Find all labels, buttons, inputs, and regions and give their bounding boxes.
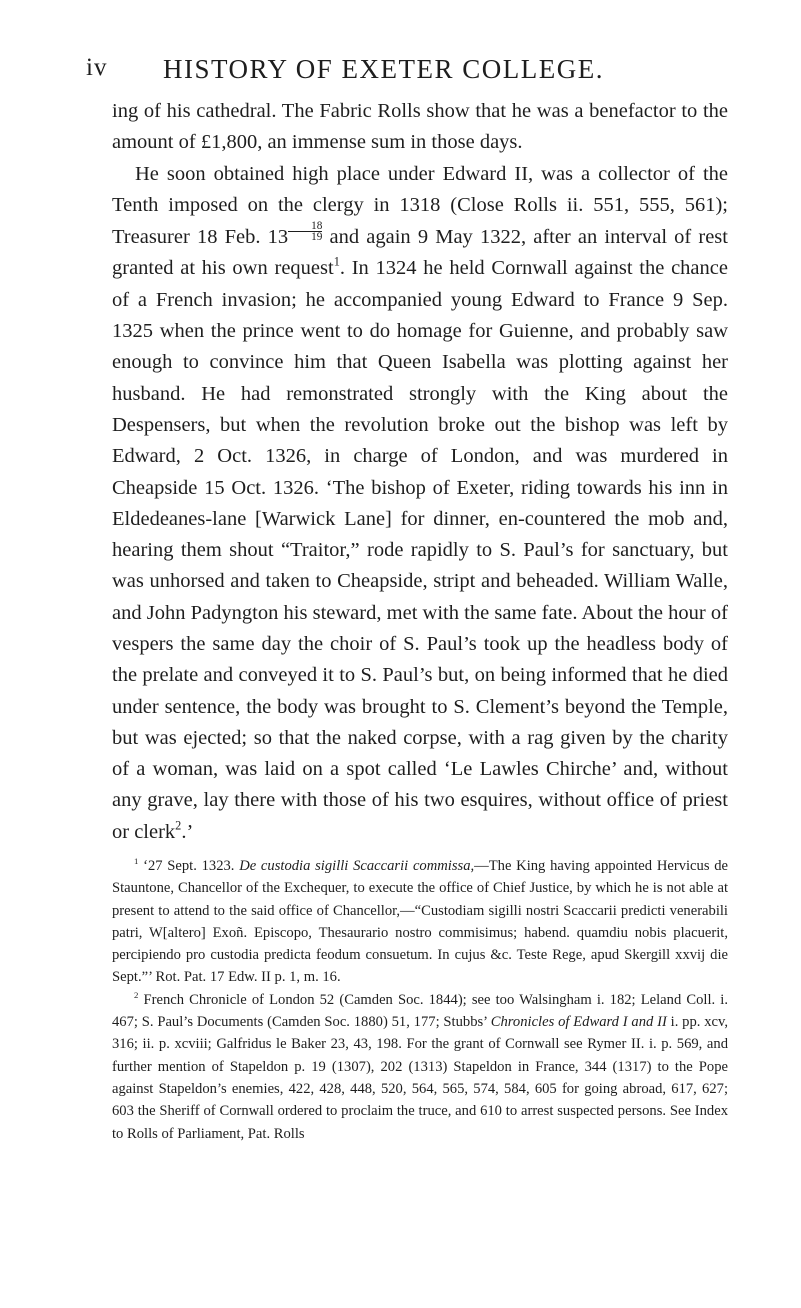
footnote-2-mark: 2: [134, 989, 139, 1000]
footnote-2-text-b: i. pp. xcv, 316; ii. p. xcviii; Galfridus le Baker 23, 43, 198. For the grant of Cornwall see Rymer II. i. p. 569, and further mention of Stapeldon p. 19 (1307), 202 (1313) Stapeldon in France, 344 (1317) to the Pope against Stapeldon’s enemies, 422, 428, 448, 520, 564, 565, 574, 584, 605 for going abroad, 617, 627; 603 the Sheriff of Cornwall ordered to proclaim the truce, and 610 to arrest suspected persons. See Index to Rolls of Parliament, Pat. Rolls: [112, 1014, 728, 1142]
footnote-1-italic: De custodia sigilli Scaccarii commissa,: [239, 858, 475, 874]
paragraph-2-text-b: and again 9 May 1322, after an interval of rest granted at his own request: [112, 226, 728, 280]
date-fraction: [288, 221, 322, 242]
running-title: HISTORY OF EXETER COLLEGE.: [163, 54, 604, 84]
footnote-2-text-a: French Chronicle of London 52 (Camden Soc. 1844); see too Walsingham i. 182; Leland Coll. i. 467; S. Paul’s Documents (Camden Soc. 1880) 51, 177; Stubbs’: [112, 991, 728, 1031]
fraction-numerator: 18: [288, 221, 322, 232]
footnote-1-text-b: —The King having appointed Hervicus de Stauntone, Chancellor of the Exchequer, to execute the office of Chief Justice, by which he is not able at present to attend to the said office of Chancellor,—“Custodiam sigilli nostri Scaccarii predicti venerabili patri, W[altero] Exoñ. Episcopo, Thesaurario nostro commisimus; habend. quamdiu nobis placuerit, percipiendo pro custodia predicta feodum consuetum. In cujus &c. Teste Rege, apud Skergill xxvij die Sept.”’ Rot. Pat. 17 Edw. II p. 1, m. 16.: [112, 858, 729, 986]
paragraph-1: [112, 96, 728, 159]
footnote-ref-1: 1: [333, 254, 340, 269]
footnote-ref-2: 2: [175, 818, 182, 833]
body-text: [112, 96, 728, 848]
paragraph-2-text-c: . In 1324 he held Cornwall against the chance of a French invasion; he accompanied young Edward to France 9 Sep. 1325 when the prince went to do homage for Guienne, and probably saw enough to convince him that Queen Isabella was plotting against her husband. He had remonstrated strongly with the King about the Despensers, but when the revolution broke out the bishop was left by Edward, 2 Oct. 1326, in charge of London, and was murdered in Cheapside 15 Oct. 1326. ‘The bishop of Exeter, riding towards his inn in Eldedeanes-lane [Warwick Lane] for dinner, en-countered the mob and, hearing them shout “Traitor,” rode rapidly to S. Paul’s for sanctuary, but was unhorsed and taken to Cheapside, stript and beheaded. William Walle, and John Padyngton his steward, met with the same fate. About the hour of vespers the same day the choir of S. Paul’s took up the headless body of the prelate and conveyed it to S. Paul’s but, on being informed that he died under sentence, the body was brought to S. Clement’s beyond the Temple, but was ejected; so that the naked corpse, with a rag given by the charity of a woman, was laid on a spot called ‘Le Lawles Chirche’ and, without any grave, lay there with those of his two esquires, without office of priest or clerk: [112, 257, 728, 843]
footnote-2-italic: Chronicles of Edward I and II: [490, 1014, 667, 1031]
page-number: iv: [86, 54, 108, 81]
footnote-1: [112, 855, 728, 989]
footnotes: [112, 855, 728, 1145]
running-header: [0, 54, 801, 90]
paragraph-2-text-a: He soon obtained high place under Edward II, was a collector of the Tenth imposed on the clergy in 1318 (Close Rolls ii. 551, 555, 561); Treasurer 18 Feb. 13: [112, 162, 728, 249]
paragraph-2: [112, 159, 728, 848]
paragraph-2-end: .’: [181, 820, 194, 843]
footnote-1-mark: 1: [134, 855, 139, 866]
footnote-2: [112, 989, 728, 1145]
footnote-1-text-a: ‘27 Sept. 1323.: [138, 858, 240, 874]
paragraph-1-text: ing of his cathedral. The Fabric Rolls show that he was a benefactor to the amount of £1,800, an immense sum in those days.: [112, 100, 728, 154]
fraction-denominator: 19: [311, 231, 323, 244]
